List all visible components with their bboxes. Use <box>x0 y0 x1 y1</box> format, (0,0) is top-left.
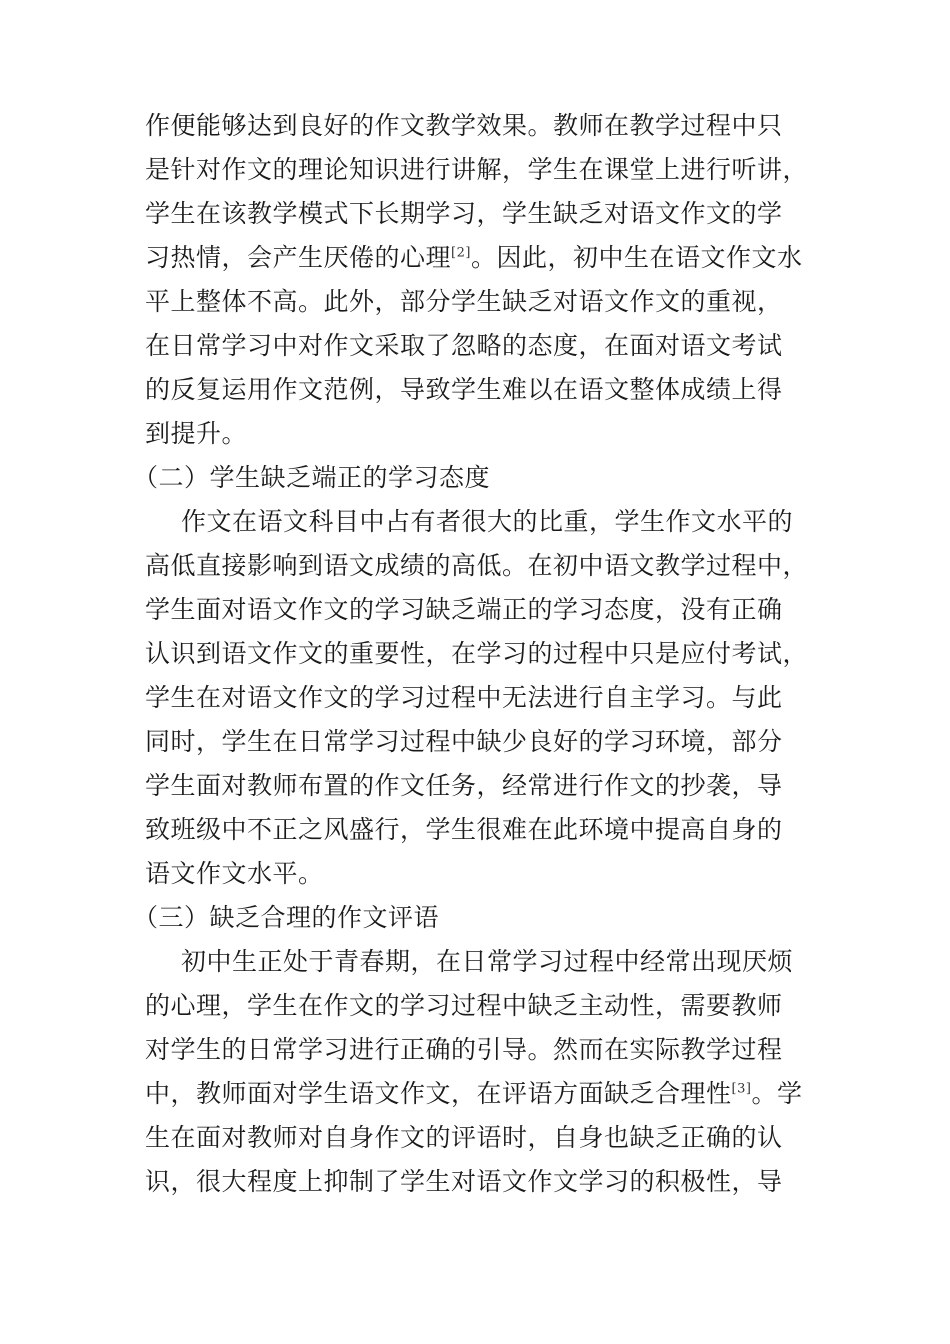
text-line: 语文作文水平。 <box>145 859 324 888</box>
document-body <box>133 104 810 1204</box>
text-line: 学生在该教学模式下长期学习，学生缺乏对语文作文的学 <box>145 199 783 228</box>
section-heading-3: （三）缺乏合理的作文评语 <box>133 903 440 932</box>
text-line: 在日常学习中对作文采取了忽略的态度，在面对语文考试 <box>145 331 783 360</box>
text-segment: 习热情，会产生厌倦的心理 <box>145 243 452 272</box>
text-segment: 中，教师面对学生语文作文，在评语方面缺乏合理性 <box>145 1079 732 1108</box>
text-line: 作便能够达到良好的作文教学效果。教师在教学过程中只 <box>145 111 783 140</box>
text-line <box>145 1072 810 1116</box>
text-line: 致班级中不正之风盛行，学生很难在此环境中提高自身的 <box>145 815 783 844</box>
text-line: 识，很大程度上抑制了学生对语文作文学习的积极性，导 <box>145 1167 783 1196</box>
text-segment: 。因此，初中生在语文作文水 <box>470 243 803 272</box>
citation-mark: [2] <box>451 245 471 261</box>
text-line: 学生面对语文作文的学习缺乏端正的学习态度，没有正确 <box>145 595 783 624</box>
text-line: 是针对作文的理论知识进行讲解，学生在课堂上进行听讲， <box>145 155 809 184</box>
section-heading-2: （二）学生缺乏端正的学习态度 <box>133 463 491 492</box>
text-line: 的心理，学生在作文的学习过程中缺乏主动性，需要教师 <box>145 991 783 1020</box>
text-line: 同时，学生在日常学习过程中缺少良好的学习环境，部分 <box>145 727 783 756</box>
text-line: 初中生正处于青春期，在日常学习过程中经常出现厌烦 <box>181 947 794 976</box>
text-line: 的反复运用作文范例，导致学生难以在语文整体成绩上得 <box>145 375 783 404</box>
text-line <box>145 236 810 280</box>
text-line: 生在面对教师对自身作文的评语时，自身也缺乏正确的认 <box>145 1123 783 1152</box>
citation-mark: [3] <box>731 1081 752 1097</box>
text-line: 平上整体不高。此外，部分学生缺乏对语文作文的重视， <box>145 287 783 316</box>
text-line: 高低直接影响到语文成绩的高低。在初中语文教学过程中， <box>145 551 809 580</box>
text-line: 学生面对教师布置的作文任务，经常进行作文的抄袭，导 <box>145 771 783 800</box>
paragraph-1 <box>145 104 810 456</box>
text-segment: 。学 <box>751 1079 803 1108</box>
text-line: 认识到语文作文的重要性，在学习的过程中只是应付考试， <box>145 639 809 668</box>
text-line: 作文在语文科目中占有者很大的比重，学生作文水平的 <box>181 507 794 536</box>
text-line: 学生在对语文作文的学习过程中无法进行自主学习。与此 <box>145 683 783 712</box>
text-line: 到提升。 <box>145 419 248 448</box>
paragraph-2 <box>145 500 810 896</box>
text-line: 对学生的日常学习进行正确的引导。然而在实际教学过程 <box>145 1035 783 1064</box>
paragraph-3 <box>145 940 810 1204</box>
